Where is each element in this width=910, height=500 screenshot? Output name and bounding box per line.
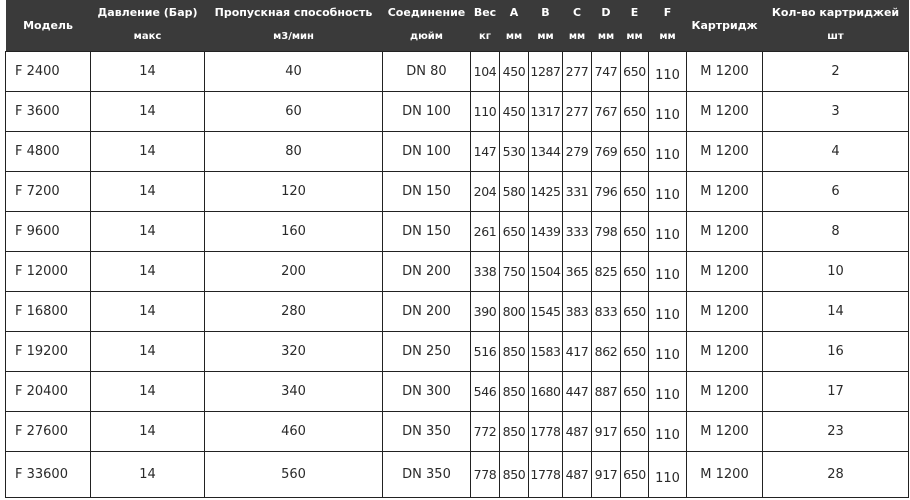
header-dim-c [563, 0, 592, 52]
cell-dim-b: 1504 [529, 252, 563, 292]
header-unit: шт [827, 31, 844, 42]
cell-weight: 390 [471, 292, 500, 332]
cell-dim-e: 650 [621, 132, 649, 172]
table-row [6, 52, 909, 92]
cell-dim-b: 1425 [529, 172, 563, 212]
cell-cartridge: M 1200 [687, 132, 763, 172]
cell-dim-d: 917 [592, 412, 621, 452]
header-unit: мм [505, 31, 523, 42]
cell-model: F 16800 [6, 292, 91, 332]
cell-dim-e: 650 [621, 412, 649, 452]
cell-cartridge: M 1200 [687, 332, 763, 372]
table-row [6, 372, 909, 412]
cell-dim-f: 110 [649, 172, 687, 212]
cell-dim-f: 110 [649, 52, 687, 92]
cell-dim-c: 447 [563, 372, 592, 412]
cell-dim-b: 1344 [529, 132, 563, 172]
cell-dim-c: 417 [563, 332, 592, 372]
cell-cartridge-count: 3 [763, 92, 909, 132]
cell-dim-f: 110 [649, 252, 687, 292]
cell-cartridge-count: 10 [763, 252, 909, 292]
cell-dim-d: 862 [592, 332, 621, 372]
header-title: Давление (Бар) [97, 6, 198, 19]
cell-model: F 33600 [6, 452, 91, 498]
cell-connection: DN 200 [383, 292, 471, 332]
cell-connection: DN 350 [383, 452, 471, 498]
cell-connection: DN 100 [383, 132, 471, 172]
header-unit: макс [133, 31, 162, 42]
table-row [6, 292, 909, 332]
cell-cartridge-count: 28 [763, 452, 909, 498]
cell-dim-a: 750 [500, 252, 529, 292]
cell-pressure: 14 [91, 332, 205, 372]
cell-cartridge-count: 6 [763, 172, 909, 212]
cell-dim-b: 1778 [529, 452, 563, 498]
cell-pressure: 14 [91, 132, 205, 172]
cell-connection: DN 350 [383, 412, 471, 452]
cell-dim-d: 796 [592, 172, 621, 212]
cell-pressure: 14 [91, 172, 205, 212]
cell-dim-f: 110 [649, 412, 687, 452]
header-unit: дюйм [410, 31, 443, 42]
cell-cartridge: M 1200 [687, 212, 763, 252]
cell-dim-f: 110 [649, 372, 687, 412]
cell-dim-e: 650 [621, 52, 649, 92]
cell-weight: 104 [471, 52, 500, 92]
cell-dim-f: 110 [649, 292, 687, 332]
cell-model: F 2400 [6, 52, 91, 92]
header-title: F [663, 6, 672, 19]
table-row [6, 92, 909, 132]
cell-cartridge-count: 23 [763, 412, 909, 452]
cell-capacity: 120 [205, 172, 383, 212]
cell-dim-e: 650 [621, 172, 649, 212]
cell-dim-d: 887 [592, 372, 621, 412]
cell-capacity: 340 [205, 372, 383, 412]
table-row [6, 332, 909, 372]
header-title: B [541, 6, 550, 19]
cell-dim-d: 798 [592, 212, 621, 252]
cell-dim-f: 110 [649, 452, 687, 498]
header-pressure [91, 0, 205, 52]
header-unit: мм [537, 31, 554, 42]
cell-dim-b: 1439 [529, 212, 563, 252]
table-header-row [6, 0, 909, 52]
cell-cartridge: M 1200 [687, 92, 763, 132]
cell-dim-b: 1680 [529, 372, 563, 412]
cell-model: F 12000 [6, 252, 91, 292]
header-dim-b [529, 0, 563, 52]
cell-pressure: 14 [91, 92, 205, 132]
table-row [6, 172, 909, 212]
header-dim-a [500, 0, 529, 52]
cell-cartridge-count: 16 [763, 332, 909, 372]
cell-weight: 261 [471, 212, 500, 252]
cell-cartridge-count: 4 [763, 132, 909, 172]
cell-dim-d: 767 [592, 92, 621, 132]
cell-dim-c: 383 [563, 292, 592, 332]
cell-dim-a: 850 [500, 332, 529, 372]
cell-capacity: 80 [205, 132, 383, 172]
cell-cartridge-count: 14 [763, 292, 909, 332]
cell-dim-a: 530 [500, 132, 529, 172]
cell-capacity: 280 [205, 292, 383, 332]
cell-dim-b: 1287 [529, 52, 563, 92]
cell-weight: 778 [471, 452, 500, 498]
header-connection [383, 0, 471, 52]
header-title: C [572, 6, 582, 19]
cell-dim-b: 1317 [529, 92, 563, 132]
header-title: Соединение [387, 6, 466, 19]
cell-model: F 20400 [6, 372, 91, 412]
cell-pressure: 14 [91, 52, 205, 92]
cell-pressure: 14 [91, 372, 205, 412]
table-row [6, 452, 909, 498]
cell-model: F 4800 [6, 132, 91, 172]
table-row [6, 212, 909, 252]
header-title: Вес [473, 6, 497, 19]
cell-connection: DN 250 [383, 332, 471, 372]
cell-dim-e: 650 [621, 212, 649, 252]
header-title: Модель [23, 18, 73, 32]
header-cartridge-count [763, 0, 909, 52]
cell-weight: 338 [471, 252, 500, 292]
cell-dim-a: 850 [500, 372, 529, 412]
cell-capacity: 40 [205, 52, 383, 92]
table-row [6, 412, 909, 452]
cell-pressure: 14 [91, 452, 205, 498]
cell-connection: DN 80 [383, 52, 471, 92]
cell-dim-f: 110 [649, 212, 687, 252]
cell-pressure: 14 [91, 412, 205, 452]
header-unit: мм [626, 31, 643, 42]
cell-dim-f: 110 [649, 132, 687, 172]
header-unit: мм [568, 31, 586, 42]
header-model [6, 0, 91, 52]
header-unit: мм [659, 31, 676, 42]
cell-dim-a: 580 [500, 172, 529, 212]
cell-pressure: 14 [91, 252, 205, 292]
table-row [6, 252, 909, 292]
cell-model: F 19200 [6, 332, 91, 372]
cell-cartridge-count: 17 [763, 372, 909, 412]
cell-dim-c: 365 [563, 252, 592, 292]
cell-model: F 27600 [6, 412, 91, 452]
cell-capacity: 560 [205, 452, 383, 498]
cell-dim-b: 1778 [529, 412, 563, 452]
cell-dim-e: 650 [621, 292, 649, 332]
cell-dim-a: 850 [500, 412, 529, 452]
cell-weight: 204 [471, 172, 500, 212]
cell-dim-e: 650 [621, 92, 649, 132]
header-unit: м3/мин [273, 31, 314, 42]
header-dim-f [649, 0, 687, 52]
cell-weight: 110 [471, 92, 500, 132]
cell-cartridge: M 1200 [687, 292, 763, 332]
cell-cartridge: M 1200 [687, 252, 763, 292]
cell-dim-c: 331 [563, 172, 592, 212]
cell-cartridge: M 1200 [687, 372, 763, 412]
cell-weight: 147 [471, 132, 500, 172]
cell-dim-c: 487 [563, 412, 592, 452]
cell-dim-b: 1545 [529, 292, 563, 332]
cell-dim-c: 279 [563, 132, 592, 172]
header-dim-e [621, 0, 649, 52]
cell-dim-a: 850 [500, 452, 529, 498]
cell-dim-a: 450 [500, 52, 529, 92]
cell-connection: DN 300 [383, 372, 471, 412]
header-unit: мм [597, 31, 615, 42]
cell-dim-d: 747 [592, 52, 621, 92]
cell-capacity: 320 [205, 332, 383, 372]
cell-capacity: 160 [205, 212, 383, 252]
cell-dim-a: 650 [500, 212, 529, 252]
header-title: D [601, 6, 611, 19]
header-cartridge [687, 0, 763, 52]
cell-dim-d: 825 [592, 252, 621, 292]
cell-connection: DN 150 [383, 212, 471, 252]
cell-dim-e: 650 [621, 372, 649, 412]
cell-capacity: 460 [205, 412, 383, 452]
cell-cartridge: M 1200 [687, 412, 763, 452]
table-row [6, 132, 909, 172]
table-body [6, 52, 909, 498]
header-weight [471, 0, 500, 52]
cell-model: F 9600 [6, 212, 91, 252]
cell-dim-c: 277 [563, 52, 592, 92]
cell-connection: DN 150 [383, 172, 471, 212]
cell-pressure: 14 [91, 212, 205, 252]
cell-dim-e: 650 [621, 252, 649, 292]
cell-dim-a: 450 [500, 92, 529, 132]
cell-dim-b: 1583 [529, 332, 563, 372]
cell-cartridge-count: 8 [763, 212, 909, 252]
cell-dim-f: 110 [649, 92, 687, 132]
cell-pressure: 14 [91, 292, 205, 332]
cell-cartridge: M 1200 [687, 452, 763, 498]
cell-dim-d: 917 [592, 452, 621, 498]
header-title: Картридж [691, 18, 758, 32]
cell-dim-e: 650 [621, 332, 649, 372]
cell-dim-e: 650 [621, 452, 649, 498]
cell-dim-c: 487 [563, 452, 592, 498]
cell-dim-c: 333 [563, 212, 592, 252]
cell-cartridge: M 1200 [687, 52, 763, 92]
cell-connection: DN 100 [383, 92, 471, 132]
cell-dim-c: 277 [563, 92, 592, 132]
header-title: E [630, 6, 639, 19]
cell-capacity: 60 [205, 92, 383, 132]
cell-weight: 772 [471, 412, 500, 452]
cell-cartridge-count: 2 [763, 52, 909, 92]
cell-weight: 546 [471, 372, 500, 412]
header-unit: кг [478, 31, 491, 42]
header-title: Пропускная способность [214, 6, 373, 19]
header-capacity [205, 0, 383, 52]
cell-cartridge: M 1200 [687, 172, 763, 212]
cell-weight: 516 [471, 332, 500, 372]
cell-connection: DN 200 [383, 252, 471, 292]
cell-model: F 3600 [6, 92, 91, 132]
cell-dim-a: 800 [500, 292, 529, 332]
header-dim-d [592, 0, 621, 52]
cell-model: F 7200 [6, 172, 91, 212]
cell-capacity: 200 [205, 252, 383, 292]
header-title: Кол-во картриджей [771, 6, 900, 19]
cell-dim-f: 110 [649, 332, 687, 372]
cell-dim-d: 833 [592, 292, 621, 332]
header-title: A [509, 6, 519, 19]
cell-dim-d: 769 [592, 132, 621, 172]
spec-table [5, 0, 909, 498]
